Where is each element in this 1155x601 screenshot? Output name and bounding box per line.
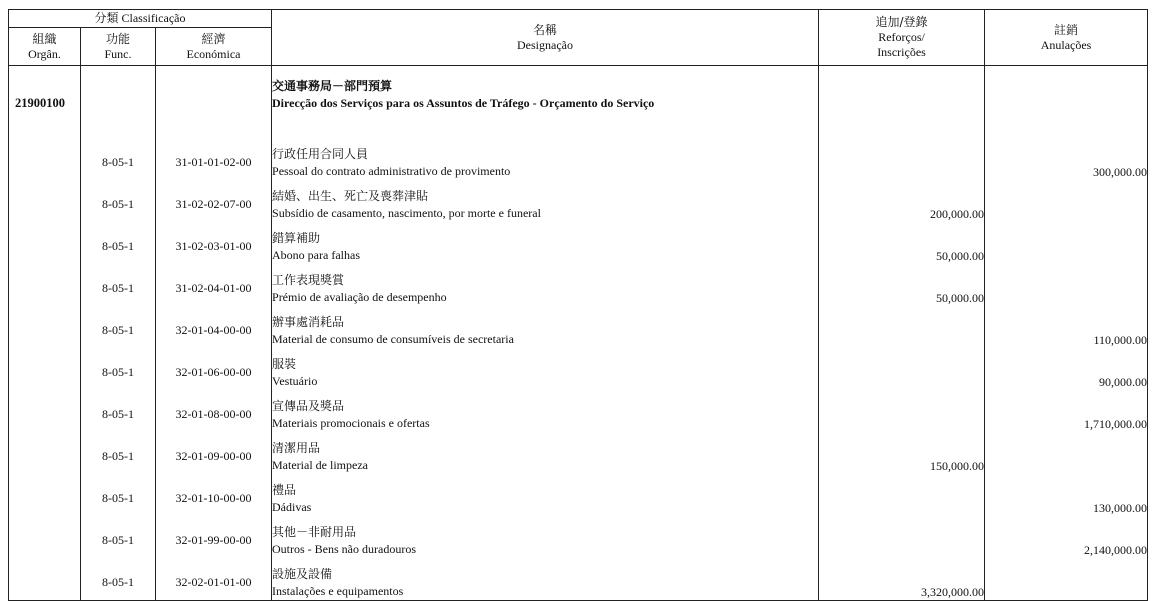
designation-cell [272, 306, 819, 348]
function-code: 8-05-1 [81, 306, 156, 348]
annulments-header-pt: Anulações [1040, 37, 1092, 52]
inscription-amount: 50,000.00 [819, 264, 985, 306]
table-row [9, 138, 1148, 180]
designation-cell [272, 432, 819, 474]
economic-code: 32-01-08-00-00 [156, 390, 272, 432]
organ-cell [9, 306, 81, 348]
department-row [9, 66, 1148, 139]
inscription-amount: 150,000.00 [819, 432, 985, 474]
department-name-pt: Direcção dos Serviços para os Assuntos de Tráfego - Orçamento do Serviço [272, 96, 655, 110]
designation-pt: Material de limpeza [272, 458, 368, 472]
organ-cell [9, 348, 81, 390]
department-func-cell [81, 66, 156, 139]
table-row [9, 348, 1148, 390]
designation-zh: 禮品 [272, 483, 297, 497]
inscription-amount [819, 306, 985, 348]
organ-cell [9, 474, 81, 516]
designation-pt: Abono para falhas [272, 248, 360, 262]
economic-code: 31-01-01-02-00 [156, 138, 272, 180]
economic-code: 32-01-09-00-00 [156, 432, 272, 474]
designation-cell [272, 474, 819, 516]
designation-cell [272, 180, 819, 222]
inscriptions-header-pt2: Inscrições [877, 45, 926, 59]
designation-pt: Outros - Bens não duradouros [272, 542, 416, 556]
department-name [272, 66, 819, 139]
budget-table [8, 9, 1148, 601]
designation-zh: 工作表現獎賞 [272, 273, 345, 287]
annulment-amount [985, 264, 1148, 306]
inscription-amount [819, 348, 985, 390]
table-row [9, 516, 1148, 558]
inscriptions-header-pt1: Reforços/ [878, 30, 925, 44]
designation-pt: Dádivas [272, 500, 312, 514]
designation-header-zh: 名稱 [533, 22, 558, 37]
designation-zh: 服裝 [272, 357, 297, 371]
designation-cell [272, 516, 819, 558]
table-row [9, 558, 1148, 601]
designation-cell [272, 558, 819, 601]
function-code: 8-05-1 [81, 474, 156, 516]
designation-pt: Vestuário [272, 374, 318, 388]
function-code: 8-05-1 [81, 348, 156, 390]
organ-header-zh: 組織 [32, 31, 57, 46]
table-row [9, 222, 1148, 264]
function-header [81, 28, 156, 66]
designation-pt: Material de consumo de consumíveis de secretaria [272, 332, 514, 346]
annulment-amount: 300,000.00 [985, 138, 1148, 180]
organ-header [9, 28, 81, 66]
table-row [9, 180, 1148, 222]
table-row [9, 432, 1148, 474]
function-code: 8-05-1 [81, 180, 156, 222]
annulment-amount [985, 432, 1148, 474]
function-code: 8-05-1 [81, 264, 156, 306]
annulment-amount: 130,000.00 [985, 474, 1148, 516]
function-code: 8-05-1 [81, 138, 156, 180]
designation-pt: Pessoal do contrato administrativo de provimento [272, 164, 511, 178]
designation-zh: 其他－非耐用品 [272, 525, 357, 539]
economic-code: 32-01-99-00-00 [156, 516, 272, 558]
annulment-amount: 110,000.00 [985, 306, 1148, 348]
economic-code: 31-02-02-07-00 [156, 180, 272, 222]
annulments-header [985, 10, 1148, 66]
organ-cell [9, 432, 81, 474]
designation-header-pt: Designação [517, 37, 573, 52]
designation-pt: Materiais promocionais e ofertas [272, 416, 430, 430]
department-code: 21900100 [9, 66, 81, 139]
annulment-amount [985, 222, 1148, 264]
organ-cell [9, 180, 81, 222]
economic-code: 32-01-10-00-00 [156, 474, 272, 516]
designation-cell [272, 138, 819, 180]
organ-cell [9, 264, 81, 306]
inscription-amount [819, 390, 985, 432]
economic-code: 32-02-01-01-00 [156, 558, 272, 601]
economic-code: 31-02-04-01-00 [156, 264, 272, 306]
organ-cell [9, 138, 81, 180]
function-header-zh: 功能 [105, 31, 130, 46]
organ-header-pt: Orgân. [28, 46, 61, 61]
inscription-amount [819, 474, 985, 516]
annulment-amount [985, 180, 1148, 222]
department-anu-cell [985, 66, 1148, 139]
annulment-amount [985, 558, 1148, 601]
designation-pt: Prémio de avaliação de desempenho [272, 290, 447, 304]
table-row [9, 306, 1148, 348]
annulment-amount: 1,710,000.00 [985, 390, 1148, 432]
department-name-zh: 交通事務局－部門預算 [272, 79, 393, 93]
designation-zh: 錯算補助 [272, 231, 321, 245]
inscriptions-header [819, 10, 985, 66]
designation-zh: 行政任用合同人員 [272, 147, 369, 161]
department-eco-cell [156, 66, 272, 139]
function-code: 8-05-1 [81, 516, 156, 558]
designation-cell [272, 390, 819, 432]
classification-header: 分類 Classificação [9, 10, 272, 28]
economic-header-zh: 經濟 [201, 31, 226, 46]
designation-cell [272, 264, 819, 306]
function-code: 8-05-1 [81, 432, 156, 474]
designation-zh: 辦事處消耗品 [272, 315, 345, 329]
organ-cell [9, 558, 81, 601]
function-header-pt: Func. [104, 46, 132, 61]
economic-header [156, 28, 272, 66]
inscription-amount: 3,320,000.00 [819, 558, 985, 601]
economic-code: 31-02-03-01-00 [156, 222, 272, 264]
department-inc-cell [819, 66, 985, 139]
inscription-amount: 50,000.00 [819, 222, 985, 264]
organ-cell [9, 222, 81, 264]
economic-header-pt: Económica [186, 46, 241, 61]
function-code: 8-05-1 [81, 390, 156, 432]
economic-code: 32-01-06-00-00 [156, 348, 272, 390]
annulment-amount: 90,000.00 [985, 348, 1148, 390]
table-row [9, 390, 1148, 432]
annulment-amount: 2,140,000.00 [985, 516, 1148, 558]
inscriptions-header-zh: 追加/登錄 [875, 15, 928, 29]
economic-code: 32-01-04-00-00 [156, 306, 272, 348]
table-row [9, 474, 1148, 516]
function-code: 8-05-1 [81, 222, 156, 264]
function-code: 8-05-1 [81, 558, 156, 601]
inscription-amount [819, 516, 985, 558]
organ-cell [9, 516, 81, 558]
inscription-amount: 200,000.00 [819, 180, 985, 222]
table-row [9, 264, 1148, 306]
designation-cell [272, 222, 819, 264]
designation-pt: Subsídio de casamento, nascimento, por morte e funeral [272, 206, 541, 220]
designation-zh: 結婚、出生、死亡及喪葬津貼 [272, 189, 429, 203]
designation-cell [272, 348, 819, 390]
designation-header [272, 10, 819, 66]
annulments-header-zh: 註銷 [1054, 22, 1079, 37]
designation-zh: 宣傳品及獎品 [272, 399, 345, 413]
designation-zh: 設施及設備 [272, 567, 333, 581]
organ-cell [9, 390, 81, 432]
designation-pt: Instalações e equipamentos [272, 584, 404, 598]
inscription-amount [819, 138, 985, 180]
header-row-top [9, 10, 1148, 28]
designation-zh: 清潔用品 [272, 441, 321, 455]
